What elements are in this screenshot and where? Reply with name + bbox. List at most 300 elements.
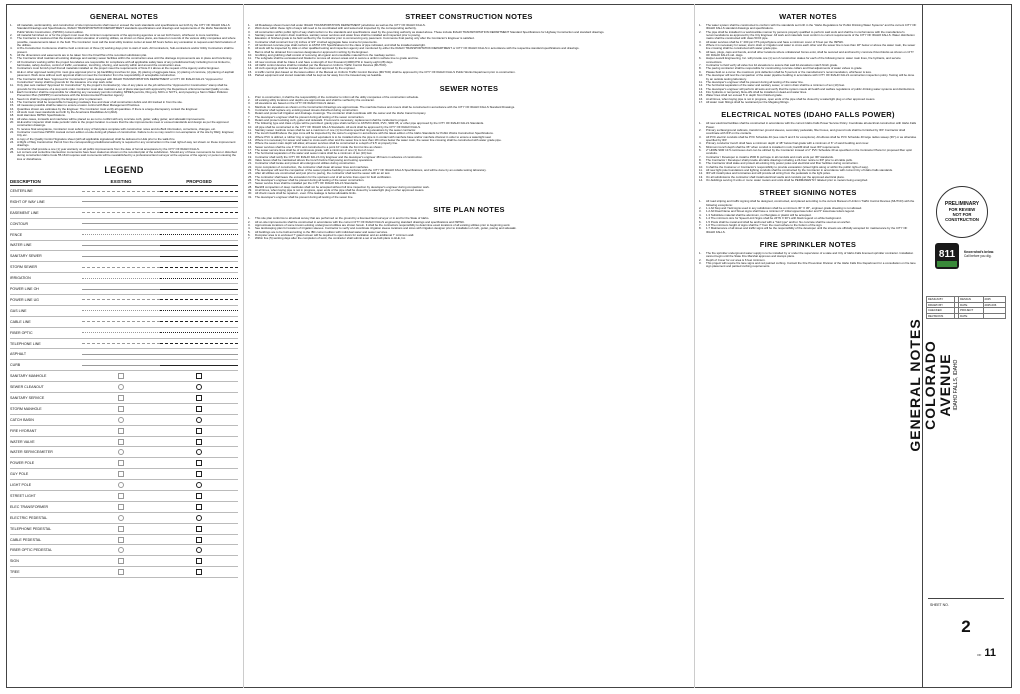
legend-proposed-symbol [160,207,238,218]
legend-description: STORM MANHOLE [10,403,82,414]
note-text: All pipe shall be constructed to the CITY OF IDAHO FALLS Standards. All work shall be approved by the CITY OF IDAHO FALLS. [255,124,421,129]
legend-existing-symbol [82,186,160,197]
legend-proposed-symbol [160,349,238,360]
legend-description: WATER VALVE [10,436,82,447]
note-number: 17. [248,148,253,152]
logo-line-1: Know what's below. [964,250,995,254]
note-number: 8. [248,46,251,51]
legend-row [10,305,238,316]
sheet-title-main: GENERAL NOTES [907,318,923,452]
existing-line-symbol [82,354,160,355]
note-text: At all times, when laying pipe is not in progress, open ends of the pipe shall be closed by a watertight plug or other approved means. [706,96,876,101]
legend-table [10,178,238,578]
note-text: The horizontal separation of the water and sewer mains shall be a minimum of ten (10) feet. [255,151,373,156]
revision-cell: PROJECT [959,308,983,314]
proposed-point-symbol [196,526,202,532]
legend-description: POWER LINE OH [10,284,82,295]
sheet-total [928,647,996,659]
legend-row [10,458,238,469]
legend-proposed-symbol [160,403,238,414]
legend-row [10,360,238,371]
legend-row [10,491,238,502]
revision-cell: DATE [959,302,983,308]
legend-existing-symbol [82,349,160,360]
site-plan-notes-list [248,217,690,240]
note-text: Primary surface/ground cabinets, transformer ground sleeves, secondary pedestals, fiber boxes, and ground rods shall be furnished by IFP. Contractor shall coordinate with IFP on the contacts. [706,127,906,136]
note-text: 1.5 Posts shall be metal and shall be anchored with a "fold type" anchor. No concrete shall be used as an anchor. [706,219,851,224]
note-text: A Pre-Construction Conference shall be held a minimum of three (3) working days prior to start of work. All Contractors, Sub-contractors and/or Utility Contractors shall be present. [17,46,234,54]
note-text: The trench backfill above the pipe zone will be inspected by the owner's engineer in accordance with the latest edition of the Idaho Standards for Public Works Construction Specifications. [255,131,494,136]
note-number: 4. [699,43,702,48]
note-number: 13. [248,63,253,68]
legend-proposed-symbol [160,196,238,207]
legend-description: FIBER OPTIC [10,327,82,338]
legend-proposed-symbol [160,425,238,436]
note-text: At all times, when laying pipe is not in progress, open ends of the pipe shall be closed by a watertight plug or other approved means. [255,188,425,193]
note-text: Where it is necessary for sewer and water to cross each other and the sewer line is less than 18 inches below the water main, the sewer line crossing shall be constructed with water grade pipe. [255,137,502,142]
legend-row [10,229,238,240]
proposed-point-symbol [196,460,202,466]
legend-description: GAS LINE [10,305,82,316]
existing-line-symbol [82,310,160,311]
note-text: All materials, workmanship, and construction of site improvements shall meet or exceed the work standards and specifications set forth by the CITY OF IDAHO FALLS Standard Drawings and Specifications, IDAHO TRANSPORTATION DEPARTMENT standards specifications and drawings and requirements of the Idaho Standards for Public Works Construction, (ISPWC) current edition. [17,23,232,34]
note-text: The following type and class of pipe will be permitted: gravity pipe shall conform to ASTM D-3034, PVC, SDR 35, or other pipe approved by the CITY OF IDAHO FALLS Standards. [255,121,485,126]
note-item [699,262,917,269]
existing-point-symbol [118,547,124,553]
note-number: 15. [248,141,253,146]
legend-row [10,251,238,262]
stamp-line-1: PRELIMINARY [944,201,980,207]
note-text: Contractor must have ISPWC manual current edition on-site during all phases of construction. Failure to do so may result in non-acceptance of the site by DEQ, Engineer, City etc. [17,130,235,138]
note-text: HLE and/or inspector shall make periodic visits to the project location to ensure that the site improvements meet or exceed standards and design as per the approved construction drawings. [17,119,229,128]
general-notes-title: GENERAL NOTES [89,12,159,21]
note-text: All tees, plugs, caps and bends, and all other locations where unbalanced forces exist, shall be secured and anchored by concrete thrust blocks as shown on CITY OF IDAHO FALLS std. dwgs. [706,49,914,58]
note-number: 7. [699,222,702,227]
note-text: The horizontal separation of the water and sanitary sewer, or storm drain shall be a minimum of ten (10) feet. [706,83,845,88]
legend-proposed-symbol [160,393,238,404]
note-number: 1. [699,199,702,204]
existing-point-symbol [118,526,124,532]
note-text: A Right of Way Construction Permit from the corresponding jurisdictional authority is required for any construction in the road right-of-way not shown on these improvement drawings. [17,140,236,148]
note-number: 5. [699,144,702,149]
street-notes-list [248,24,690,78]
existing-point-symbol [118,460,124,466]
note-number: 17. [699,99,704,104]
note-text: All water main fittings shall be restrained per the Megalug fittings. [706,99,790,104]
legend-existing-symbol [82,414,160,425]
note-text: Please field on a curve: the maximum joint deflection shall be 5 percent or the manufacturer's recommendation, whichever is less. [706,69,872,74]
existing-line-symbol [82,201,160,202]
note-number: 10. [699,164,704,169]
proposed-point-symbol [196,449,202,455]
proposed-point-symbol [196,384,202,390]
note-text: A copy of the Quality Control Signature sheet (with all applicable signatures) shall be delivered to HLE prior to the walk-thru. [17,136,176,141]
note-number: 11. [699,79,703,84]
legend-proposed-symbol [160,229,238,240]
note-text: Upon completion of construction, the contractor shall clean all sewer lines and manholes. [255,164,369,169]
legend-existing-symbol [82,523,160,534]
note-text: Seed mix shall be preapproved by the Engineer prior to placement. [17,96,103,101]
note-number: 21. [248,161,253,166]
legend-row [10,567,238,578]
note-number: 8. [699,66,702,71]
note-text: Each Contractor shall be responsible for obtaining any necessary permits including NPDES permits, filing any NOI's or NOT's, and preparing a Storm Water Pollution Prevention Plan (SWPPP) in accordance with the Environmental Protection Agency. [17,89,228,98]
site-plan-notes-title: SITE PLAN NOTES [433,205,505,215]
legend-proposed-symbol [160,360,238,371]
note-number: 7. [248,236,251,241]
note-text: Contractor to field verify all valve box lid elevations to assure that said lid elevations match finish grade. [706,63,838,68]
note-number: 7. [248,43,251,48]
legend-description: SEWER CLEANOUT [10,382,82,393]
legend-row [10,273,238,284]
proposed-point-symbol [196,504,202,510]
column-divider [243,4,244,688]
legend-row [10,512,238,523]
water-electrical-column [699,8,917,686]
proposed-line-symbol [160,299,238,300]
proposed-line-symbol [160,256,238,257]
note-number: 9. [248,121,251,126]
legend-row [10,534,238,545]
note-text: The developer's engineer shall be present during all testing of the water line. [706,79,804,84]
proposed-line-symbol [160,278,238,279]
note-number: 7. [248,114,251,119]
note-number: 6. [248,111,251,116]
legend-row [10,382,238,393]
legend-existing-symbol [82,273,160,284]
note-number: 2. [699,127,702,132]
proposed-point-symbol [196,417,202,423]
note-text: Berms shall be obtained from sources designated or approved in writing by the Engineer. [255,49,369,54]
legend-row [10,436,238,447]
note-number: 18. [10,113,15,118]
legend-row [10,240,238,251]
legend-proposed-symbol [160,251,238,262]
note-text: Manhole rim elevations as shown on the Construction Drawings are approximate. The manhole frames and covers shall be constructed in accordance with the CITY OF IDAHO FALLS Standard Drawings. [255,104,516,109]
note-text: Only plan sets marked "Approved for Construction" by the project's Contractor(s). Use of any plans on the job without the "Approved for Construction" stamp shall be grounds for the issuance of a stop work order. Contractor must also maintain a set of plans stamped with approval by the Department of Environmental Quality on site. [17,83,230,91]
legend-proposed-symbol [160,501,238,512]
existing-point-symbol [118,482,124,488]
note-text: On-buildings serving 3 units or more: water meters and units shall be PERMANENTLY labeled prior to meters being energized. [706,178,869,183]
note-text: Minimum trench depth shall be 36" when conduit is installed in rock; backfill shall meet IFP requirements. [706,144,841,149]
note-number: 3. [10,36,13,41]
note-number: 12. [248,59,253,64]
note-number: 7. [10,59,13,64]
proposed-point-symbol [196,537,202,543]
note-number: 2. [699,206,702,211]
legend-row [10,403,238,414]
legend-description: RIGHT OF WAY LINE [10,196,82,207]
proposed-line-symbol [160,201,238,202]
note-number: 14. [248,66,253,71]
legend-description: WATER SERVICE/METER [10,447,82,458]
sheet-of-label: OF [977,653,982,657]
note-number: 1. [10,23,13,27]
legend-description: ELEC TRANSFORMER [10,501,82,512]
legend-proposed-symbol [160,545,238,556]
note-text: The developer will test the compaction of the sewer pipeline bedding in accordance with the CITY OF IDAHO FALLS Specifications, and will be done by an outside testing laboratory. [255,168,487,173]
note-text: The Contractor shall be responsible for keeping roadways free and clear of all construction debris and dirt tracked in from the site. [17,99,183,104]
note-number: 15. [699,93,704,98]
existing-line-symbol [82,245,160,246]
legend-proposed-symbol [160,284,238,295]
note-text: Contractor / Developer to install a 2500 lb pull tape in all conduits and mark ends per IFP standards. [706,154,834,159]
note-number: 4. [10,46,13,51]
existing-point-symbol [118,504,124,510]
legend-row [10,501,238,512]
note-text: See landscaping plan for location of irrigation sleeves. Contractor to verify and coordinate irrigation sleeve locations and sizes with irrigation designer prior to installation of curb, gutter, paving and sidewalk. [255,226,517,231]
note-number: 2. [248,26,251,31]
proposed-point-symbol [196,569,202,575]
revision-cell: DRAWN BY [927,302,955,308]
revision-cell: DESIGN BY [927,297,955,303]
note-number: 20. [248,158,253,163]
legend-existing-symbol [82,262,160,273]
note-text: Valve boxes shall be maintained above the trench before final paving and testing operations. [255,158,374,163]
existing-point-symbol [118,428,124,434]
sheet-title-project: COLORADO AVENUE [922,340,953,430]
note-number: 5. [248,107,251,112]
legend-existing-symbol [82,305,160,316]
note-number: 21. [10,126,15,131]
note-text: Where PVC is utilized, a rubber ring or approved equivalent is to be installed where the pipe is in contact with manhole base and/or manhole channel in order to ensure a watertight seal. [255,134,492,139]
note-text: All the dimensions and easements are to be taken from the Final Plat of the recorded subdivision plat. [17,53,147,58]
note-text: The pipe shall be installed in a workmanlike manner by persons properly qualified to perform said work and shall be in conformance with the manufacturer's recommendations as approved by the City Engineer. All work and materials must conform to current requirements of the CITY OF IDAHO FALLS. Water distribution mains shall be constructed with class 50 DI pipe. [706,29,915,41]
note-text: HLE or other approved testing firm must give approval prior to (a) backfilling trenches for pipe, (b) placing of aggregate base, (c) placing of concrete, (d) placing of asphalt pavement. Work done without such approval shall not meet the Contractor from the responsibility of acceptable construction. [17,69,234,78]
proposed-point-symbol [196,493,202,499]
note-number: 9. [10,69,13,74]
note-text: The Contractor / Developer shall provide all cable drawings including a 24-hour notice to IFP prior to all cable pulls. [706,158,853,163]
note-number: 2. [699,29,702,34]
legend-row [10,349,238,360]
note-number: 11. [248,56,252,61]
existing-line-symbol [82,223,160,224]
note-item [699,179,917,182]
logo-811-text: 811 [938,249,956,260]
legend-existing-symbol [82,425,160,436]
note-text: To receive final acceptance, Contractor must submit copy of field plans complete with construction notes and As-Built information, corrections, changes, etc. [17,126,216,131]
legend-existing-symbol [82,360,160,371]
legend-existing-symbol [82,382,160,393]
legend-proposed-symbol [160,240,238,251]
note-text: All traffic control devices shall be installed per the Manual on Uniform Traffic Control Devices (MUTCD). [255,63,388,68]
stamp-line-3: NOT FOR [952,212,972,217]
note-item [248,74,690,77]
existing-line-symbol [82,289,160,290]
sheet-title-city: IDAHO FALLS, IDAHO [953,359,959,411]
existing-point-symbol [118,449,124,455]
note-text: 2" HDPE SDR 13.5 continuous duct can be utilized by the Contractor instead of 2" PVC Schedule 40 as specified on the Contractor Plans for proposed fiber optic conduits. [706,148,913,156]
legend-description: STORM SEWER [10,262,82,273]
water-notes-title: WATER NOTES [779,12,837,21]
note-number: 31. [248,194,253,199]
note-number: 14. [10,99,15,104]
note-number: 24. [248,171,253,176]
legend-description: IRRIGATION [10,273,82,284]
legend-proposed-symbol [160,327,238,338]
legend-proposed-symbol [160,480,238,491]
note-number: 12. [699,171,704,176]
revision-cell: DATE [959,313,983,319]
preliminary-stamp [936,186,988,238]
legend-proposed-symbol [160,262,238,273]
note-number: 3. [248,222,251,227]
legend-proposed-symbol [160,458,238,469]
existing-line-symbol [82,212,160,213]
note-text: The paving contractor shall be responsible for constructing concrete collars and final adjustments of water valves to grade. [706,66,863,71]
note-number: 5. [248,229,251,234]
proposed-line-symbol [160,245,238,246]
legend-row [10,469,238,480]
note-text: Contractor shall replace any existing paved streets disturbed during construction. [255,107,359,112]
note-text: IFP will install poles and luminaires and will provide all wiring from the pedestals to the light poles. [706,171,831,176]
sheet-number-box [928,598,1004,683]
legend-description: CABLE PEDESTAL [10,534,82,545]
existing-point-symbol [118,373,124,379]
note-text: The Contractor shall have "Approved for Construction" plans stamped with IDAHO TRANSPORTATION DEPARTMENT or CITY OF IDAHO FALLS "Approved for Construction" stamp shall be grounds for the issuance of a stop work order. [17,76,223,84]
legend-row [10,218,238,229]
legend-existing-symbol [82,545,160,556]
note-number: 16. [248,73,253,78]
note-text: 1.2 All Road Name and Street signs shall have a minimum 6" initial uppercase letter and 5" lowercase letters legend. [706,209,855,214]
legend-existing-symbol [82,480,160,491]
legend-description: EASEMENT LINE [10,207,82,218]
note-number: 29. [248,188,253,193]
legend-existing-symbol [82,218,160,229]
note-number: 13. [248,134,253,139]
revision-cell: DESIGN [959,297,983,303]
note-text: The developer will test the compaction of the water pipeline bedding in accordance with CITY OF IDAHO FALLS construction inspection policy. Testing will be done by an outside testing laboratory. [706,73,915,81]
note-text: After all utilities are constructed and just prior to paving, the contractor shall test the sewer with an air test. [255,171,391,176]
legend-proposed-symbol [160,218,238,229]
legend-description: LIGHT POLE [10,480,82,491]
note-text: All buildings are to be built according to the IBC current edition with individual water and sewer services. [255,229,388,234]
note-number: 14. [248,137,253,142]
note-number: 16. [248,144,253,149]
note-text: All reinforced concrete pipe shall conform to ASTM C76 Specifications for the class of pipe indicated, and shall be installed watertight. [255,43,426,48]
note-text: Backfill compaction of deep manholes shall not be accepted without full time inspection by developer's engineer during compaction work. [255,184,430,189]
note-number: 4. [699,212,702,217]
note-text: All new electrical facilities shall be constructed in accordance with the current Idaho Falls Power Service Policy. Coordinate all electrical construction with Idaho Falls Power. [706,121,917,129]
note-text: All check meets shall be repaired - even if the leakage is below allowable limits. [255,191,357,196]
note-text: Primary conductor trench shall have a minimum depth of 48" below final grade with a minimum of 6" of sand bedding and cover. [706,141,870,146]
proposed-line-symbol [160,365,238,366]
note-number: 15. [10,103,15,108]
note-text: All measures possible shall be taken to ensure erosion control with Best Management Practices. [17,103,141,108]
note-number: 10. [248,124,253,129]
column-divider [694,4,695,688]
note-text: A traffic control plan based on the latest edition of the Manual on Uniform Traffic Control Devices (MUTCD) shall be approved by the CITY OF IDAHO FALLS Public Works Department prior to construction. [255,69,516,74]
note-number: 2. [248,97,251,102]
existing-line-symbol [82,365,160,366]
legend-existing-symbol [82,534,160,545]
legend-proposed-symbol [160,338,238,349]
existing-line-symbol [82,321,160,322]
legend-existing-symbol [82,251,160,262]
note-number: 23. [248,168,253,173]
note-text: Fire hydrants or temporary blow-offs shall be installed on dead-end water lines. [706,89,808,94]
legend-description: GUY POLE [10,469,82,480]
note-number: 1. [699,250,702,255]
note-number: 8. [248,117,251,122]
existing-line-symbol [82,267,160,268]
proposed-line-symbol [160,343,238,344]
note-number: 13. [10,96,15,101]
sewer-notes-list [248,96,690,200]
note-text: All Contractors working within the project boundaries are responsible for compliance with all applicable safety laws of any jurisdictional body including but not limited to, barricades, safety devices, control of traffic, excavation, trenching, shoring, and security within and around the construction area. [17,59,231,68]
stamp-line-4: CONSTRUCTION [945,217,979,222]
legend-existing-symbol [82,327,160,338]
revision-cell [983,313,1006,319]
revision-cell: CHECKED [927,308,955,314]
sheet-number-label: SHEET NO. [930,603,949,607]
note-text: All existing utility locations and depths are approximate and shall be verified by the contractor. [255,97,375,102]
note-number: 6. [699,148,702,152]
sheet-number: 2 [961,617,971,636]
legend-proposed-symbol [160,512,238,523]
note-number: 3. [699,39,702,44]
legend-description: CATCH BASIN [10,414,82,425]
legend-col-existing: EXISTING [82,178,160,186]
note-number: 3. [699,260,702,265]
proposed-line-symbol [160,212,238,213]
legend-existing-symbol [82,338,160,349]
dig-811-tagline [964,250,1004,258]
legend-row [10,393,238,404]
note-text: On all subdivisions the contractor shall install electrical vaults and conduits per the approved electrical plans. [706,174,845,179]
note-number: 7. [699,154,702,159]
legend-description: FIRE HYDRANT [10,425,82,436]
legend-proposed-symbol [160,382,238,393]
legend-row [10,338,238,349]
general-notes-list [10,24,238,161]
legend-description: WATER LINE [10,240,82,251]
legend-description: POWER LINE UG [10,295,82,306]
note-text: The subgrade shall be excavated and bladed to remove all uneven areas and to secure a uniform surface true to grade and line. [255,56,419,61]
legend-existing-symbol [82,371,160,382]
note-text: Elevation of finished grade to be field verified by the Contractor prior to commencing any pavement. Commence final paving only after the Contractor's Engineer is satisfied. [255,36,475,41]
legend-row [10,196,238,207]
legend-description: ELECTRIC PEDESTAL [10,512,82,523]
note-number: 8. [699,226,702,231]
note-text: The Contractor shall stake and protect all existing City power poles and electrical and fiber facilities during construction. [706,161,859,166]
legend-row [10,262,238,273]
note-number: 12. [699,83,704,88]
legend-row [10,316,238,327]
legend-description: CABLE LINE [10,316,82,327]
legend-row [10,414,238,425]
note-text: All road striping and traffic signing shall be designed, constructed, and placed according to the current Manual of Uniform Traffic Control Devices (MUTCD) with the following exceptions: [706,199,915,207]
note-number: 10. [10,76,15,81]
proposed-point-symbol [196,373,202,379]
note-number: 14. [699,89,704,94]
note-number: 4. [699,141,702,146]
existing-point-symbol [118,384,124,390]
existing-point-symbol [118,493,124,499]
revision-row [927,302,1006,308]
legend-proposed-symbol [160,295,238,306]
existing-point-symbol [118,417,124,423]
note-number: 3. [699,134,702,139]
legend-description: SANITARY SEWER [10,251,82,262]
note-text: Contractors must furnish proof that all materials installed on the project meet the requirements of Note # 1 above at the request of the Agency and/or Engineer. [17,66,220,71]
note-number: 1. [248,94,251,99]
note-text: Contractor shall notify the CITY OF IDAHO FALLS City Engineer and the developer's engineer 48 hours in advance of construction. [255,154,423,159]
proposed-line-symbol [160,321,238,322]
note-text: All Roadways shown herein fall under IDAHO TRANSPORTATION DEPARTMENT jurisdiction as well as the CITY OF IDAHO FALLS. [255,23,426,27]
legend-description: CENTERLINE [10,186,82,197]
note-number: 20. [10,119,15,124]
